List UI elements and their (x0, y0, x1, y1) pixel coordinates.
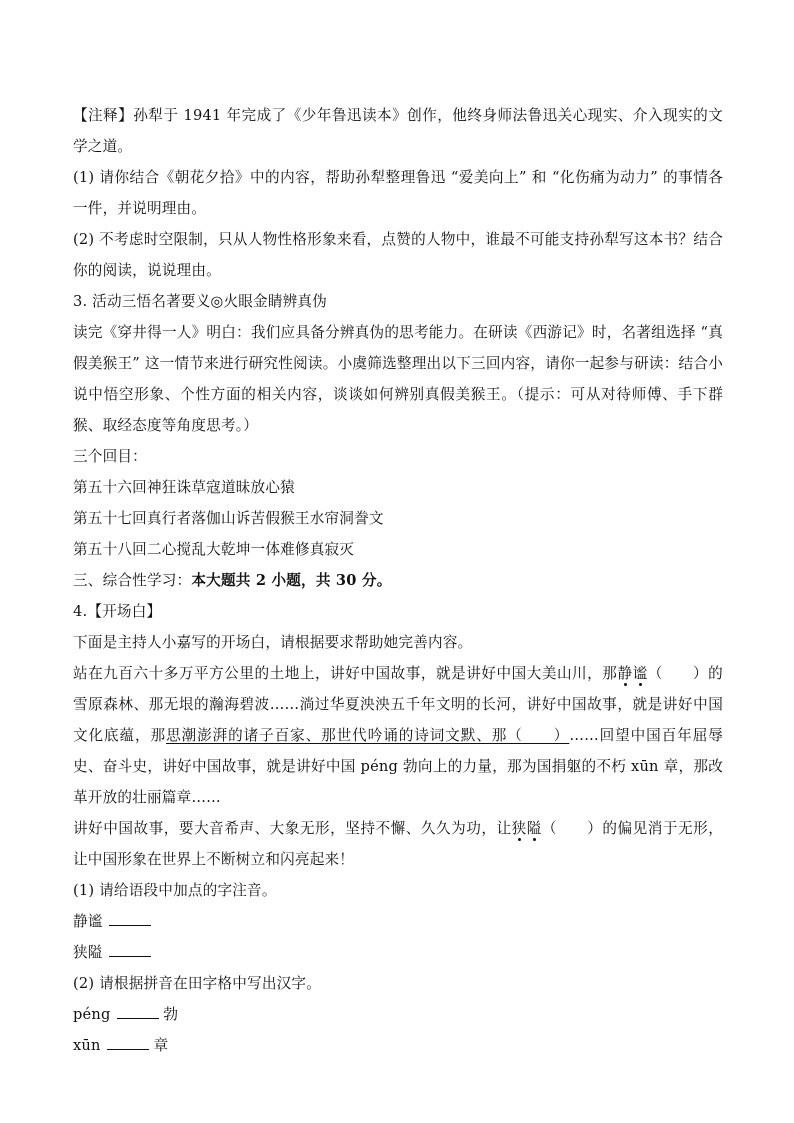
answer-blank-peng[interactable] (117, 1004, 159, 1019)
answer-blank-xiaai[interactable] (109, 942, 151, 957)
question-2: (2) 不考虑时空限制，只从人物性格形象来看，点赞的人物中，谁最不可能支持孙犁写这本书？结合你的阅读，说说理由。 (73, 231, 723, 279)
answer-label-xiaai: 狭隘 (73, 944, 103, 961)
pinyin-peng: péng (73, 1006, 111, 1023)
dotted-char-xia: 狭 (511, 820, 527, 837)
section-3-prefix: 三、综合性学习： (73, 572, 192, 589)
dotted-char-mi: 谧 (632, 665, 648, 682)
chapter-58: 第五十八回二心搅乱大乾坤一体难修真寂灭 (73, 541, 355, 558)
question-4-title: 4.【开场白】 (73, 603, 162, 620)
opening-paragraph-1 (73, 658, 723, 813)
opening-paragraph-2 (73, 813, 723, 875)
answer-line-jingmi (73, 906, 723, 937)
dotted-char-ai: 隘 (526, 820, 542, 837)
activity-3-title: 3. 活动三悟名著要义◎火眼金睛辨真伪 (73, 293, 328, 310)
section-3-heading (73, 565, 723, 596)
p1-part-b: （ ）的雪原森林、那无垠的瀚海碧波……淌过华夏泱泱五千年文明的长河，讲好中国故事，就是讲好中国文化底蕴，那 (73, 665, 723, 744)
note-paragraph: 【注释】孙犁于 1941 年完成了《少年鲁迅读本》创作，他终身师法鲁迅关心现实、介入现实的文学之道。 (73, 107, 723, 155)
p2-part-a: 讲好中国故事，要大音希声、大象无形，坚持不懈、久久为功，让 (73, 820, 512, 837)
pinyin-xun: xūn (73, 1037, 101, 1054)
answer-line-xiaai (73, 937, 723, 968)
answer-label-jingmi: 静谧 (73, 913, 103, 930)
activity-3-body: 读完《穿井得一人》明白：我们应具备分辨真伪的思考能力。在研读《西游记》时，名著组选择 “真假美猴王” 这一情节来进行研究性阅读。小虞筛选整理出以下三回内容，请你一起参与研读：结合小说中悟空形象、个性方面的相关内容，谈谈如何辨别真假美猴王。（提示：可从对待师傅、手下群猴、取经态度等角度思考。） (73, 324, 723, 434)
p2-part-b: （ ）的偏见消于无形，让中国形象在世界上不断树立和闪亮起来！ (73, 820, 723, 868)
question-4-intro: 下面是主持人小嘉写的开场白，请根据要求帮助她完善内容。 (73, 634, 473, 651)
section-3-scoring: 本大题共 2 小题，共 30 分。 (191, 572, 392, 589)
underlined-phrase: 思潮澎湃的诸子百家、那世代吟诵的诗词文默、那（ ） (166, 727, 570, 744)
answer-line-peng (73, 999, 723, 1030)
suffix-zhang: 章 (153, 1037, 169, 1054)
answer-blank-jingmi[interactable] (109, 911, 151, 926)
answer-blank-xun[interactable] (107, 1035, 149, 1050)
document-body (73, 100, 723, 1061)
answer-line-xun (73, 1030, 723, 1061)
p1-part-a: 站在九百六十多万平方公里的土地上，讲好中国故事，就是讲好中国大美山川，那 (73, 665, 618, 682)
chapter-56: 第五十六回神狂诛草寇道昧放心猿 (73, 479, 295, 496)
chapters-label: 三个回目： (73, 448, 147, 465)
p1-part-c: ……回望中国百年屈辱史、奋斗史，讲好中国故事，就是讲好中国 péng 勃向上的力量，那为国捐躯的不朽 xūn 章，那改革开放的壮丽篇章…… (73, 727, 723, 806)
question-1: (1) 请你结合《朝花夕拾》中的内容，帮助孙犁整理鲁迅 “爱美向上” 和 “化伤痛为动力” 的事情各一件，并说明理由。 (73, 169, 723, 217)
suffix-bo: 勃 (163, 1006, 179, 1023)
dotted-char-jing: 静 (617, 665, 633, 682)
chapter-57: 第五十七回真行者落伽山诉苦假猴王水帘洞誊文 (73, 510, 384, 527)
sub-question-1: (1) 请给语段中加点的字注音。 (73, 882, 277, 899)
sub-question-2: (2) 请根据拼音在田字格中写出汉字。 (73, 975, 322, 992)
